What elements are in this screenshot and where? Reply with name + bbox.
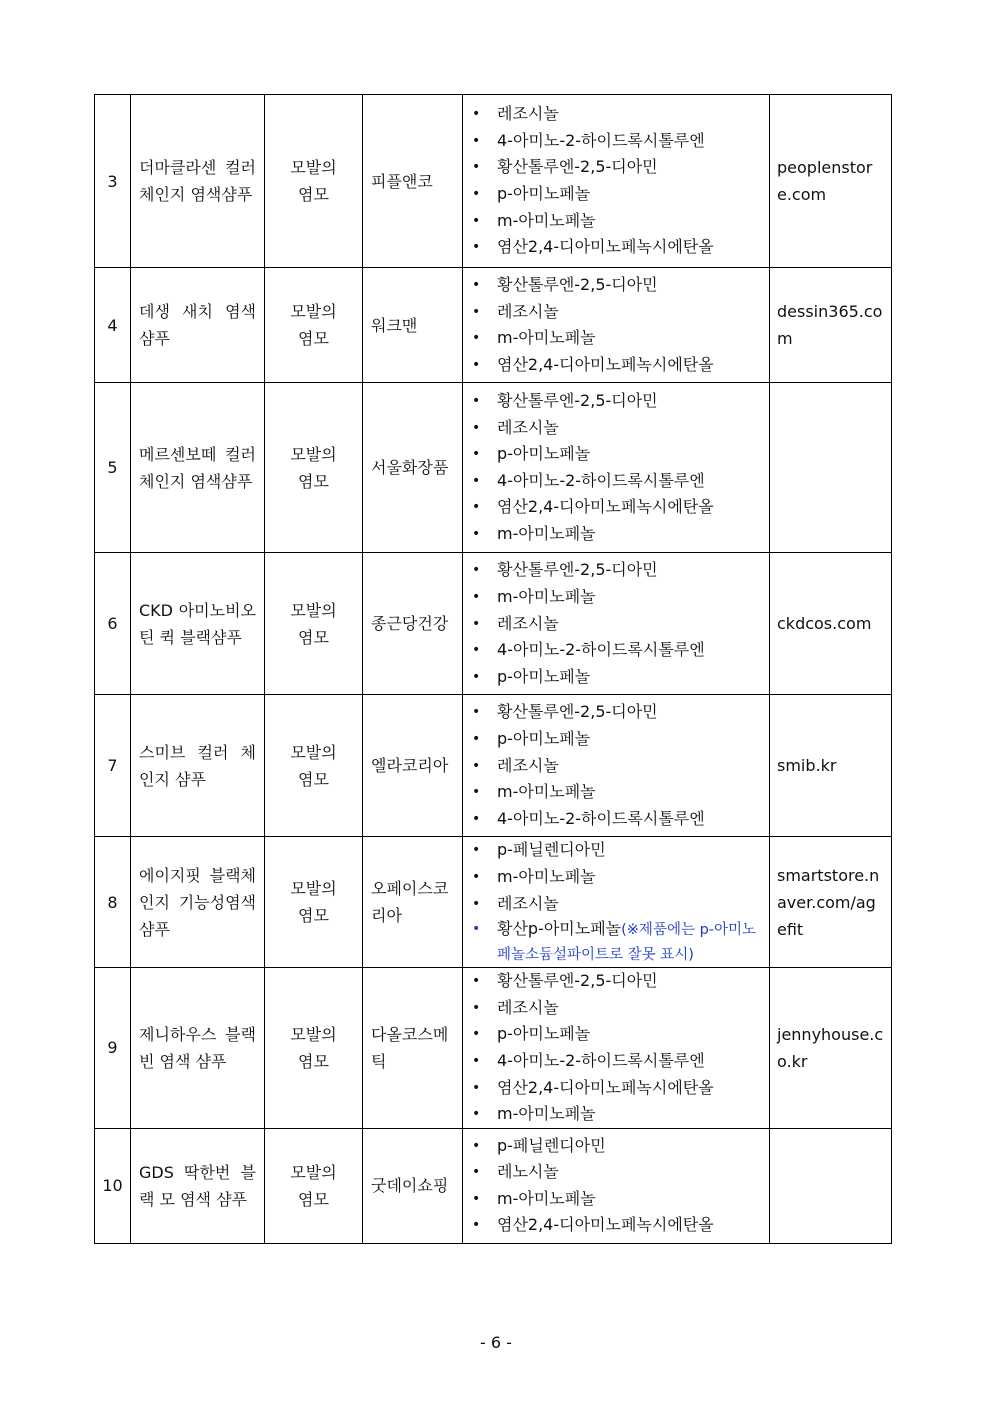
manufacturer: 엘라코리아 [363,695,463,837]
ingredient-list [463,272,769,378]
ingredient-item: • 레조시놀 [463,101,769,128]
ingredient-item: • m-아미노페놀 [463,208,769,235]
ingredient-item: • 4-아미노-2-하이드록시톨루엔 [463,1048,769,1075]
ingredient-item: • 황산톨루엔-2,5-디아민 [463,699,769,726]
ingredient-cell [463,553,770,695]
ingredient-item: • p-아미노페놀 [463,441,769,468]
ingredient-cell [463,1128,770,1243]
product-name: GDS 딱한번 블랙 모 염색 샴푸 [131,1128,265,1243]
website [770,383,892,553]
table-row [95,553,892,695]
row-number: 10 [95,1128,131,1243]
ingredient-list [463,1133,769,1239]
ingredient-item: • 레조시놀 [463,891,769,918]
ingredient-item: • 염산2,4-디아미노페녹시에탄올 [463,352,769,379]
manufacturer: 서울화장품 [363,383,463,553]
manufacturer: 오페이스코리아 [363,837,463,968]
ingredient-list [463,101,769,261]
manufacturer: 다올코스메틱 [363,968,463,1129]
ingredient-name: 황산p-아미노페놀 [497,919,622,939]
manufacturer: 굿데이쇼핑 [363,1128,463,1243]
ingredient-item: • p-페닐렌디아민 [463,837,769,864]
page-number: - 6 - [480,1333,512,1352]
ingredient-item: • 레조시놀 [463,415,769,442]
product-name: 더마클라센 컬러체인지 염색샴푸 [131,95,265,268]
manufacturer: 워크맨 [363,268,463,383]
ingredient-list [463,837,769,967]
ingredient-item: • m-아미노페놀 [463,1101,769,1128]
ingredient-item: • 4-아미노-2-하이드록시톨루엔 [463,806,769,833]
ingredient-item: • 황산톨루엔-2,5-디아민 [463,272,769,299]
ingredient-list [463,557,769,690]
row-number: 7 [95,695,131,837]
manufacturer: 종근당건강 [363,553,463,695]
table-row [95,268,892,383]
row-number: 5 [95,383,131,553]
product-name: 스미브 컬러 체인지 샴푸 [131,695,265,837]
ingredient-item: • m-아미노페놀 [463,521,769,548]
product-name: 에이지핏 블랙체인지 기능성염색 샴푸 [131,837,265,968]
ingredient-item: • m-아미노페놀 [463,779,769,806]
website: jennyhouse.co.kr [770,968,892,1129]
table-row [95,837,892,968]
ingredient-list [463,388,769,548]
row-number: 4 [95,268,131,383]
ingredient-item: • m-아미노페놀 [463,584,769,611]
product-type: 모발의 염모 [265,695,363,837]
ingredient-item: • m-아미노페놀 [463,325,769,352]
ingredient-item: • m-아미노페놀 [463,1186,769,1213]
ingredient-item: • p-아미노페놀 [463,726,769,753]
ingredient-item: • p-페닐렌디아민 [463,1133,769,1160]
product-type: 모발의 염모 [265,95,363,268]
ingredient-list [463,699,769,832]
ingredient-item: • 황산톨루엔-2,5-디아민 [463,557,769,584]
table-row [95,1128,892,1243]
ingredient-item: • 레조시놀 [463,299,769,326]
website: ckdcos.com [770,553,892,695]
ingredient-item-with-note [463,917,769,967]
ingredient-item: • 황산톨루엔-2,5-디아민 [463,968,769,995]
manufacturer: 피플앤코 [363,95,463,268]
product-type: 모발의 염모 [265,968,363,1129]
ingredient-item: • p-아미노페놀 [463,181,769,208]
correction-note: (※제품에는 p-아미노페놀소듐설파이트로 잘못 표시) [497,922,757,964]
website: smartstore.naver.com/agefit [770,837,892,968]
ingredient-item: • 황산톨루엔-2,5-디아민 [463,154,769,181]
ingredient-cell [463,837,770,968]
product-type: 모발의 염모 [265,383,363,553]
ingredient-item: • 4-아미노-2-하이드록시톨루엔 [463,468,769,495]
table-row [95,695,892,837]
row-number: 6 [95,553,131,695]
ingredient-item: • 4-아미노-2-하이드록시톨루엔 [463,128,769,155]
product-type: 모발의 염모 [265,837,363,968]
website: smib.kr [770,695,892,837]
product-name: 메르센보떼 컬러 체인지 염색샴푸 [131,383,265,553]
product-type: 모발의 염모 [265,268,363,383]
product-name: CKD 아미노비오틴 퀵 블랙샴푸 [131,553,265,695]
product-table [94,94,892,1244]
ingredient-cell [463,268,770,383]
row-number: 9 [95,968,131,1129]
ingredient-item: • 4-아미노-2-하이드록시톨루엔 [463,637,769,664]
ingredient-item: • p-아미노페놀 [463,1021,769,1048]
ingredient-item: • 레조시놀 [463,611,769,638]
row-number: 3 [95,95,131,268]
ingredient-item: • p-아미노페놀 [463,664,769,691]
ingredient-item: • m-아미노페놀 [463,864,769,891]
website: peoplenstore.com [770,95,892,268]
table-row [95,968,892,1129]
ingredient-cell [463,695,770,837]
website: dessin365.com [770,268,892,383]
ingredient-item: • 황산톨루엔-2,5-디아민 [463,388,769,415]
product-name: 제니하우스 블랙빈 염색 샴푸 [131,968,265,1129]
ingredient-item: • 레조시놀 [463,753,769,780]
product-type: 모발의 염모 [265,553,363,695]
ingredient-item: • 염산2,4-디아미노페녹시에탄올 [463,494,769,521]
ingredient-cell [463,383,770,553]
website [770,1128,892,1243]
ingredient-item: • 염산2,4-디아미노페녹시에탄올 [463,1212,769,1239]
row-number: 8 [95,837,131,968]
product-type: 모발의 염모 [265,1128,363,1243]
table-row [95,95,892,268]
ingredient-list [463,968,769,1128]
ingredient-item: • 레노시놀 [463,1159,769,1186]
ingredient-item: • 염산2,4-디아미노페녹시에탄올 [463,234,769,261]
ingredient-item: • 염산2,4-디아미노페녹시에탄올 [463,1075,769,1102]
ingredient-cell [463,95,770,268]
product-name: 데생 새치 염색샴푸 [131,268,265,383]
ingredient-item: • 레조시놀 [463,995,769,1022]
table-row [95,383,892,553]
ingredient-cell [463,968,770,1129]
